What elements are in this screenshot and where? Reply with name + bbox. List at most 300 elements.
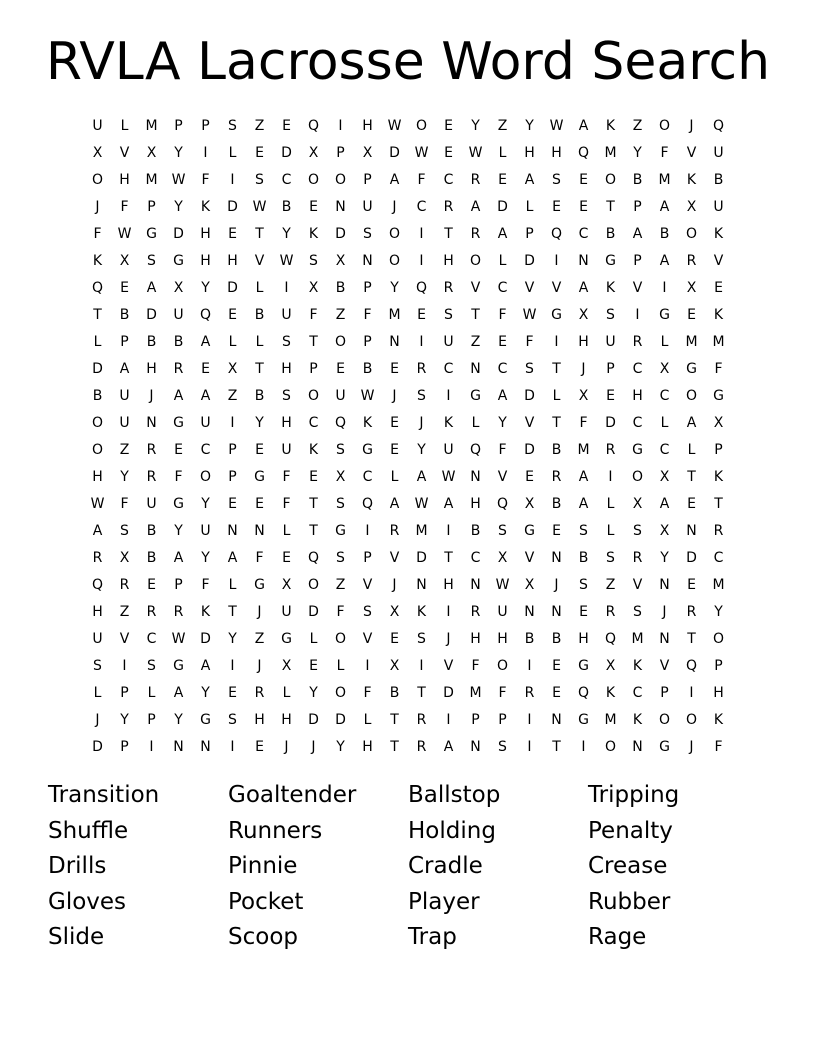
grid-letter: U bbox=[497, 603, 508, 620]
grid-letter: L bbox=[282, 522, 291, 539]
grid-row bbox=[84, 193, 732, 220]
grid-letter: A bbox=[200, 657, 211, 674]
grid-letter: J bbox=[149, 387, 154, 404]
grid-letter: O bbox=[604, 171, 617, 188]
grid-letter: H bbox=[281, 711, 292, 728]
grid-letter: S bbox=[336, 549, 345, 566]
grid-letter: E bbox=[687, 576, 696, 593]
grid-letter: N bbox=[551, 603, 562, 620]
grid-letter: F bbox=[579, 414, 588, 431]
grid-letter: D bbox=[524, 387, 535, 404]
grid-letter: N bbox=[524, 603, 535, 620]
grid-letter: S bbox=[417, 387, 426, 404]
grid-letter: L bbox=[687, 441, 696, 458]
grid-letter: H bbox=[470, 630, 481, 647]
grid-letter: G bbox=[551, 306, 562, 323]
grid-letter: O bbox=[388, 225, 401, 242]
grid-letter: Y bbox=[174, 144, 183, 161]
grid-letter: U bbox=[173, 306, 184, 323]
grid-letter: V bbox=[632, 576, 643, 593]
grid-letter: M bbox=[604, 711, 617, 728]
grid-letter: R bbox=[470, 171, 481, 188]
grid-letter: A bbox=[659, 495, 670, 512]
grid-letter: K bbox=[713, 306, 724, 323]
grid-letter: J bbox=[392, 387, 397, 404]
grid-letter: K bbox=[200, 603, 211, 620]
grid-letter: I bbox=[419, 333, 424, 350]
grid-letter: V bbox=[470, 279, 481, 296]
grid-letter: N bbox=[416, 576, 427, 593]
grid-letter: J bbox=[257, 657, 262, 674]
grid-letter: R bbox=[443, 279, 454, 296]
grid-letter: E bbox=[498, 171, 507, 188]
grid-row bbox=[84, 328, 732, 355]
grid-letter: S bbox=[363, 225, 372, 242]
grid-letter: I bbox=[365, 522, 370, 539]
grid-letter: O bbox=[685, 225, 698, 242]
word-list-item: Penalty bbox=[588, 817, 673, 844]
grid-letter: O bbox=[658, 117, 671, 134]
grid-letter: E bbox=[282, 549, 291, 566]
grid-letter: W bbox=[279, 252, 294, 269]
grid-letter: P bbox=[174, 576, 183, 593]
grid-letter: R bbox=[605, 603, 616, 620]
word-list-item: Holding bbox=[408, 817, 496, 844]
grid-letter: N bbox=[470, 738, 481, 755]
grid-letter: N bbox=[551, 711, 562, 728]
grid-letter: T bbox=[444, 225, 453, 242]
grid-letter: K bbox=[443, 414, 454, 431]
grid-letter: D bbox=[227, 279, 238, 296]
grid-letter: E bbox=[309, 657, 318, 674]
grid-letter: B bbox=[92, 387, 103, 404]
grid-letter: R bbox=[632, 549, 643, 566]
grid-letter: Q bbox=[199, 306, 212, 323]
grid-letter: O bbox=[334, 630, 347, 647]
grid-letter: A bbox=[578, 279, 589, 296]
grid-letter: T bbox=[390, 711, 399, 728]
grid-letter: O bbox=[307, 387, 320, 404]
grid-letter: S bbox=[498, 738, 507, 755]
grid-letter: Y bbox=[201, 279, 210, 296]
grid-letter: K bbox=[713, 468, 724, 485]
grid-letter: G bbox=[173, 495, 184, 512]
grid-letter: L bbox=[498, 144, 507, 161]
grid-letter: V bbox=[119, 630, 130, 647]
grid-row bbox=[84, 112, 732, 139]
grid-letter: M bbox=[604, 144, 617, 161]
word-list-item: Trap bbox=[408, 924, 457, 950]
grid-letter: K bbox=[605, 684, 616, 701]
grid-letter: J bbox=[446, 630, 451, 647]
grid-letter: P bbox=[633, 252, 642, 269]
grid-letter: G bbox=[146, 225, 157, 242]
grid-letter: C bbox=[443, 360, 454, 377]
grid-letter: Q bbox=[577, 684, 590, 701]
grid-letter: X bbox=[227, 360, 238, 377]
grid-letter: N bbox=[578, 252, 589, 269]
grid-letter: I bbox=[230, 657, 235, 674]
grid-letter: Y bbox=[309, 684, 318, 701]
grid-letter: X bbox=[92, 144, 103, 161]
grid-letter: J bbox=[554, 576, 559, 593]
grid-letter: L bbox=[228, 144, 237, 161]
grid-letter: L bbox=[660, 414, 669, 431]
grid-row bbox=[84, 436, 732, 463]
word-list-item: Pinnie bbox=[228, 853, 298, 879]
grid-letter: Q bbox=[361, 495, 374, 512]
grid-letter: I bbox=[527, 738, 532, 755]
grid-row bbox=[84, 409, 732, 436]
grid-letter: Z bbox=[254, 117, 265, 134]
grid-letter: B bbox=[659, 225, 670, 242]
grid-letter: X bbox=[686, 279, 697, 296]
grid-letter: C bbox=[146, 630, 157, 647]
word-list-item: Scoop bbox=[228, 924, 298, 950]
grid-letter: V bbox=[713, 252, 724, 269]
grid-letter: S bbox=[633, 522, 642, 539]
grid-letter: E bbox=[444, 144, 453, 161]
grid-letter: L bbox=[228, 576, 237, 593]
grid-letter: X bbox=[632, 495, 643, 512]
grid-letter: A bbox=[173, 549, 184, 566]
grid-letter: B bbox=[632, 171, 643, 188]
grid-letter: W bbox=[252, 198, 267, 215]
grid-letter: P bbox=[714, 441, 723, 458]
grid-letter: Y bbox=[201, 549, 210, 566]
grid-letter: T bbox=[228, 603, 237, 620]
grid-letter: O bbox=[631, 468, 644, 485]
word-list-item: Runners bbox=[228, 817, 323, 844]
grid-letter: A bbox=[497, 387, 508, 404]
grid-letter: V bbox=[443, 657, 454, 674]
grid-letter: K bbox=[416, 603, 427, 620]
grid-letter: Y bbox=[201, 684, 210, 701]
grid-letter: R bbox=[173, 603, 184, 620]
grid-letter: V bbox=[524, 549, 535, 566]
grid-letter: O bbox=[334, 333, 347, 350]
grid-letter: I bbox=[230, 738, 235, 755]
grid-letter: V bbox=[659, 657, 670, 674]
grid-letter: S bbox=[579, 522, 588, 539]
grid-letter: B bbox=[146, 549, 157, 566]
grid-letter: T bbox=[687, 468, 696, 485]
grid-letter: R bbox=[146, 603, 157, 620]
grid-letter: E bbox=[255, 144, 264, 161]
grid-letter: G bbox=[524, 522, 535, 539]
grid-letter: N bbox=[146, 414, 157, 431]
grid-letter: M bbox=[658, 171, 671, 188]
grid-letter: F bbox=[498, 441, 507, 458]
grid-letter: H bbox=[200, 252, 211, 269]
grid-letter: G bbox=[605, 252, 616, 269]
grid-letter: N bbox=[362, 252, 373, 269]
grid-letter: L bbox=[336, 657, 345, 674]
grid-letter: U bbox=[362, 198, 373, 215]
grid-letter: C bbox=[200, 441, 211, 458]
grid-letter: W bbox=[90, 495, 105, 512]
grid-letter: W bbox=[522, 306, 537, 323]
grid-letter: D bbox=[173, 225, 184, 242]
grid-letter: S bbox=[228, 711, 237, 728]
grid-letter: Z bbox=[335, 306, 346, 323]
grid-letter: X bbox=[119, 252, 130, 269]
grid-row bbox=[84, 301, 732, 328]
grid-letter: O bbox=[685, 711, 698, 728]
grid-letter: K bbox=[92, 252, 103, 269]
grid-letter: Q bbox=[712, 117, 725, 134]
grid-letter: E bbox=[255, 441, 264, 458]
grid-letter: L bbox=[552, 387, 561, 404]
grid-letter: W bbox=[468, 144, 483, 161]
grid-letter: U bbox=[335, 387, 346, 404]
grid-letter: P bbox=[336, 144, 345, 161]
grid-letter: L bbox=[93, 333, 102, 350]
grid-letter: E bbox=[714, 279, 723, 296]
grid-letter: T bbox=[471, 306, 480, 323]
grid-letter: Q bbox=[307, 117, 320, 134]
grid-letter: A bbox=[497, 225, 508, 242]
grid-letter: X bbox=[389, 603, 400, 620]
grid-letter: Y bbox=[282, 225, 291, 242]
grid-letter: D bbox=[497, 198, 508, 215]
grid-letter: E bbox=[687, 495, 696, 512]
grid-letter: T bbox=[714, 495, 723, 512]
grid-letter: I bbox=[527, 711, 532, 728]
grid-letter: A bbox=[659, 252, 670, 269]
grid-letter: F bbox=[471, 657, 480, 674]
grid-letter: E bbox=[390, 441, 399, 458]
grid-letter: K bbox=[605, 279, 616, 296]
grid-letter: P bbox=[471, 711, 480, 728]
grid-letter: Z bbox=[254, 630, 265, 647]
grid-letter: F bbox=[282, 495, 291, 512]
grid-letter: L bbox=[471, 414, 480, 431]
grid-letter: H bbox=[92, 603, 103, 620]
letter-grid bbox=[84, 112, 732, 760]
grid-letter: H bbox=[443, 252, 454, 269]
word-list-item: Drills bbox=[48, 853, 107, 879]
grid-letter: N bbox=[389, 333, 400, 350]
word-list-item: Slide bbox=[48, 924, 105, 950]
grid-letter: I bbox=[554, 252, 559, 269]
word-list-item: Rage bbox=[588, 924, 647, 950]
grid-letter: B bbox=[254, 306, 265, 323]
grid-letter: P bbox=[363, 279, 372, 296]
grid-letter: O bbox=[658, 711, 671, 728]
grid-letter: J bbox=[284, 738, 289, 755]
grid-letter: Y bbox=[174, 198, 183, 215]
grid-letter: S bbox=[444, 306, 453, 323]
grid-letter: D bbox=[416, 549, 427, 566]
grid-letter: U bbox=[281, 306, 292, 323]
grid-letter: F bbox=[174, 468, 183, 485]
grid-letter: T bbox=[417, 684, 426, 701]
grid-letter: Y bbox=[660, 549, 669, 566]
grid-letter: Y bbox=[120, 711, 129, 728]
grid-letter: B bbox=[173, 333, 184, 350]
grid-letter: M bbox=[469, 684, 482, 701]
grid-letter: G bbox=[362, 441, 373, 458]
grid-letter: K bbox=[308, 225, 319, 242]
grid-letter: B bbox=[578, 549, 589, 566]
grid-letter: F bbox=[498, 684, 507, 701]
grid-letter: J bbox=[662, 603, 667, 620]
grid-letter: Y bbox=[390, 279, 399, 296]
grid-letter: E bbox=[336, 360, 345, 377]
grid-letter: W bbox=[360, 387, 375, 404]
grid-letter: A bbox=[416, 468, 427, 485]
grid-letter: R bbox=[416, 360, 427, 377]
grid-letter: A bbox=[578, 117, 589, 134]
grid-letter: G bbox=[254, 576, 265, 593]
grid-letter: H bbox=[470, 495, 481, 512]
grid-letter: X bbox=[119, 549, 130, 566]
grid-row bbox=[84, 490, 732, 517]
grid-letter: R bbox=[524, 684, 535, 701]
grid-letter: L bbox=[363, 711, 372, 728]
grid-letter: F bbox=[201, 576, 210, 593]
grid-letter: U bbox=[119, 414, 130, 431]
grid-letter: H bbox=[254, 711, 265, 728]
grid-letter: J bbox=[257, 603, 262, 620]
grid-letter: G bbox=[200, 711, 211, 728]
grid-letter: E bbox=[444, 117, 453, 134]
grid-letter: H bbox=[227, 252, 238, 269]
grid-letter: I bbox=[419, 657, 424, 674]
grid-letter: D bbox=[92, 738, 103, 755]
grid-letter: M bbox=[145, 171, 158, 188]
grid-letter: T bbox=[552, 738, 561, 755]
grid-letter: B bbox=[146, 333, 157, 350]
grid-row bbox=[84, 463, 732, 490]
grid-letter: U bbox=[605, 333, 616, 350]
grid-letter: R bbox=[443, 198, 454, 215]
grid-letter: L bbox=[93, 684, 102, 701]
grid-letter: Z bbox=[227, 387, 238, 404]
grid-letter: M bbox=[685, 333, 698, 350]
grid-letter: Y bbox=[174, 522, 183, 539]
grid-letter: G bbox=[254, 468, 265, 485]
grid-letter: D bbox=[92, 360, 103, 377]
grid-letter: S bbox=[336, 441, 345, 458]
grid-letter: K bbox=[713, 711, 724, 728]
grid-letter: I bbox=[581, 738, 586, 755]
grid-letter: P bbox=[525, 225, 534, 242]
grid-letter: H bbox=[713, 684, 724, 701]
grid-letter: P bbox=[147, 198, 156, 215]
grid-letter: W bbox=[414, 495, 429, 512]
grid-letter: P bbox=[228, 441, 237, 458]
grid-letter: R bbox=[686, 252, 697, 269]
grid-letter: X bbox=[308, 144, 319, 161]
grid-letter: S bbox=[120, 522, 129, 539]
grid-letter: B bbox=[389, 684, 400, 701]
grid-letter: H bbox=[281, 414, 292, 431]
grid-letter: P bbox=[174, 117, 183, 134]
grid-letter: L bbox=[228, 333, 237, 350]
grid-letter: N bbox=[659, 576, 670, 593]
grid-letter: W bbox=[387, 117, 402, 134]
grid-letter: Y bbox=[336, 738, 345, 755]
grid-letter: E bbox=[255, 495, 264, 512]
grid-letter: U bbox=[281, 603, 292, 620]
grid-letter: V bbox=[524, 279, 535, 296]
grid-letter: C bbox=[443, 171, 454, 188]
grid-letter: U bbox=[92, 630, 103, 647]
grid-letter: S bbox=[498, 522, 507, 539]
grid-letter: C bbox=[632, 360, 643, 377]
grid-letter: P bbox=[363, 333, 372, 350]
grid-letter: N bbox=[173, 738, 184, 755]
grid-letter: O bbox=[604, 738, 617, 755]
grid-letter: Y bbox=[498, 414, 507, 431]
grid-letter: L bbox=[498, 252, 507, 269]
grid-letter: E bbox=[255, 738, 264, 755]
grid-letter: D bbox=[443, 684, 454, 701]
grid-letter: X bbox=[281, 576, 292, 593]
grid-letter: C bbox=[659, 387, 670, 404]
grid-letter: P bbox=[660, 684, 669, 701]
grid-letter: E bbox=[579, 171, 588, 188]
grid-letter: D bbox=[335, 225, 346, 242]
grid-letter: A bbox=[632, 225, 643, 242]
grid-letter: Q bbox=[334, 414, 347, 431]
grid-letter: L bbox=[120, 117, 129, 134]
grid-letter: H bbox=[578, 630, 589, 647]
grid-letter: A bbox=[578, 495, 589, 512]
grid-letter: L bbox=[606, 495, 615, 512]
grid-letter: Q bbox=[604, 630, 617, 647]
grid-letter: I bbox=[635, 306, 640, 323]
grid-letter: Q bbox=[577, 144, 590, 161]
grid-letter: Z bbox=[119, 603, 130, 620]
grid-letter: W bbox=[441, 468, 456, 485]
grid-letter: R bbox=[146, 468, 157, 485]
grid-letter: A bbox=[443, 495, 454, 512]
grid-letter: T bbox=[309, 522, 318, 539]
grid-letter: T bbox=[255, 360, 264, 377]
grid-row bbox=[84, 733, 732, 760]
grid-letter: B bbox=[335, 279, 346, 296]
grid-letter: E bbox=[228, 684, 237, 701]
grid-letter: V bbox=[551, 279, 562, 296]
grid-letter: Z bbox=[632, 117, 643, 134]
grid-letter: U bbox=[119, 387, 130, 404]
grid-letter: I bbox=[122, 657, 127, 674]
grid-letter: O bbox=[307, 171, 320, 188]
grid-letter: N bbox=[659, 630, 670, 647]
grid-letter: Y bbox=[417, 441, 426, 458]
grid-letter: D bbox=[308, 711, 319, 728]
grid-letter: S bbox=[147, 252, 156, 269]
grid-letter: F bbox=[417, 171, 426, 188]
grid-letter: W bbox=[171, 630, 186, 647]
grid-letter: N bbox=[200, 738, 211, 755]
grid-letter: L bbox=[255, 279, 264, 296]
grid-letter: Q bbox=[91, 279, 104, 296]
grid-letter: E bbox=[282, 117, 291, 134]
grid-letter: Q bbox=[469, 441, 482, 458]
grid-row bbox=[84, 625, 732, 652]
grid-letter: C bbox=[497, 360, 508, 377]
grid-row bbox=[84, 166, 732, 193]
grid-letter: J bbox=[311, 738, 316, 755]
grid-letter: M bbox=[631, 630, 644, 647]
grid-letter: Y bbox=[201, 495, 210, 512]
grid-letter: I bbox=[338, 117, 343, 134]
grid-letter: U bbox=[146, 495, 157, 512]
